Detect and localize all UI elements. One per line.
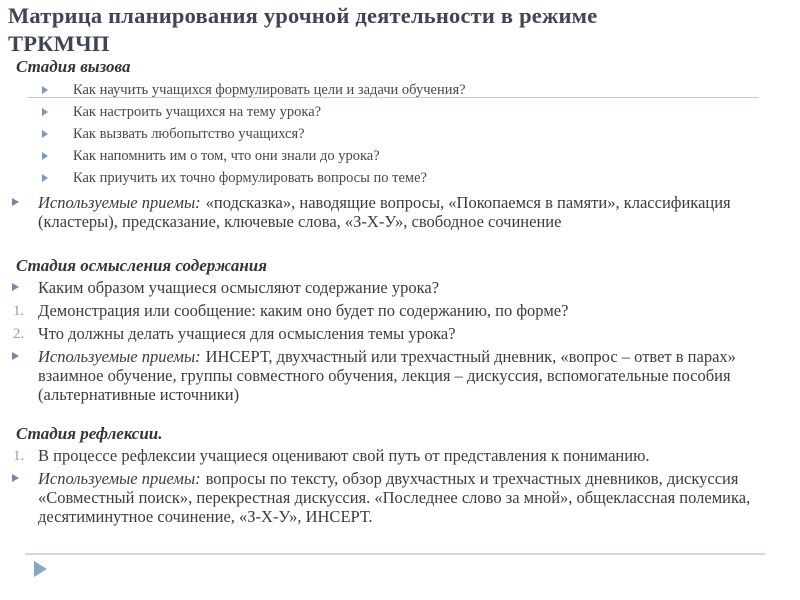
techniques-paragraph: [0, 469, 800, 526]
techniques-lead: Используемые приемы:: [38, 347, 201, 366]
list-item-text: Как приучить их точно формулировать вопросы по теме?: [73, 170, 427, 186]
numbered-item-text: В процессе рефлексии учащиеся оценивают свой путь от представления к пониманию.: [38, 446, 650, 465]
sub-bullet-list: [0, 83, 800, 186]
section-stage-reflection: [0, 423, 800, 530]
section-heading: Стадия вызова: [16, 57, 131, 76]
techniques-paragraph: [0, 193, 800, 231]
list-item: [0, 278, 800, 297]
number-marker: 1.: [13, 448, 25, 464]
triangle-bullet-icon: [42, 152, 48, 160]
section-stage-call: [0, 56, 800, 235]
triangle-bullet-icon: [42, 108, 48, 116]
section-heading: Стадия рефлексии.: [16, 424, 163, 443]
list-item: [0, 171, 800, 186]
triangle-bullet-icon: [12, 198, 19, 206]
number-marker: 1.: [13, 303, 25, 319]
horizontal-divider-line: [25, 553, 765, 555]
list-item-text: Как вызвать любопытство учащихся?: [73, 126, 305, 142]
techniques-lead: Используемые приемы:: [38, 469, 201, 488]
section-stage-comprehension: [0, 255, 800, 408]
techniques-text: «подсказка», наводящие вопросы, «Покопаемся в памяти», классификация (кластеры), предсказание, ключевые слова, «З-Х-У», свободное сочинение: [38, 193, 731, 231]
horizontal-divider-line: [28, 97, 759, 98]
techniques-paragraph: [0, 347, 800, 404]
list-item: [0, 127, 800, 142]
triangle-bullet-icon: [42, 86, 48, 94]
numbered-item-text: Что должны делать учащиеся для осмысления темы урока?: [38, 324, 456, 343]
triangle-bullet-icon: [42, 174, 48, 182]
section-heading: Стадия осмысления содержания: [16, 256, 267, 275]
outer-list: [0, 278, 800, 404]
list-item-text: Как научить учащихся формулировать цели и задачи обучения?: [73, 82, 466, 98]
numbered-item: [0, 301, 800, 320]
slide-title: [8, 2, 718, 58]
list-item-text: Как настроить учащихся на тему урока?: [73, 104, 322, 120]
outer-list: [0, 446, 800, 526]
slide-title-line2: ТРКМЧП: [8, 31, 110, 56]
numbered-item: [0, 446, 800, 465]
list-item: [0, 149, 800, 164]
numbered-item-text: Демонстрация или сообщение: каким оно будет по содержанию, по форме?: [38, 301, 569, 320]
list-item: [0, 105, 800, 120]
techniques-text: ИНСЕРТ, двухчастный или трехчастный дневник, «вопрос – ответ в парах» взаимное обучение, группы совместного обучения, лекция – дискуссия, вспомогательные пособия (альтернативные источники): [38, 347, 736, 404]
numbered-item: [0, 324, 800, 343]
list-item-text: Как напомнить им о том, что они знали до урока?: [73, 148, 380, 164]
list-item: [0, 83, 800, 98]
slide-arrow-icon: [34, 561, 47, 577]
list-item-text: Каким образом учащиеся осмысляют содержание урока?: [38, 278, 440, 297]
slide-title-line1: Матрица планирования урочной деятельности в режиме: [8, 3, 598, 28]
triangle-bullet-icon: [12, 474, 19, 482]
number-marker: 2.: [13, 326, 25, 342]
triangle-bullet-icon: [42, 130, 48, 138]
triangle-bullet-icon: [12, 283, 19, 291]
techniques-lead: Используемые приемы:: [38, 193, 201, 212]
techniques-text: вопросы по тексту, обзор двухчастных и трехчастных дневников, дискуссия «Совместный поиск», перекрестная дискуссия. «Последнее слово за мной», общеклассная полемика, десятиминутное сочинение, «З-Х-У», ИНСЕРТ.: [38, 469, 751, 526]
triangle-bullet-icon: [12, 352, 19, 360]
